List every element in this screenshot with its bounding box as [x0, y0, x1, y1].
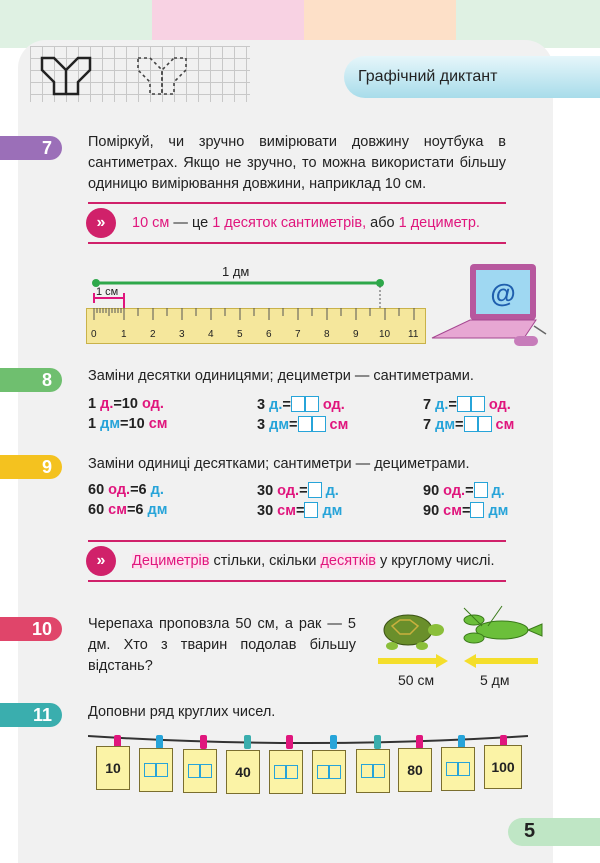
rule2-term-decimeters: Дециметрів — [132, 553, 210, 569]
ruler-tick-label: 6 — [266, 329, 272, 340]
ex8-item: 1 дм=10 см — [88, 416, 168, 432]
answer-box[interactable] — [446, 762, 458, 776]
dictation-figures — [30, 46, 250, 102]
number-card-blank[interactable] — [441, 747, 475, 791]
rule-box-decimeters-tens — [88, 540, 506, 582]
ruler-tick-label: 7 — [295, 329, 301, 340]
turtle-illustration — [378, 608, 446, 652]
answer-box[interactable] — [291, 396, 305, 412]
answer-box[interactable] — [156, 763, 168, 777]
number-card: 100 — [484, 745, 522, 789]
page-number: 5 — [508, 818, 600, 846]
number-card-blank[interactable] — [312, 750, 346, 794]
ruler-tick-label: 5 — [237, 329, 243, 340]
answer-box[interactable] — [478, 416, 492, 432]
answer-box[interactable] — [312, 416, 326, 432]
ex8-item: 1 д.=10 од. — [88, 396, 164, 412]
exercise-9-instruction: Заміни одиниці десятками; сантиметри — дециметрами. — [88, 456, 470, 472]
ex9-item: 30 см= дм — [257, 503, 343, 519]
answer-box[interactable] — [329, 765, 341, 779]
rule2-tail: у круглому числі. — [376, 553, 495, 569]
exercise-10-text: Черепаха проповзла 50 см, а рак — 5 дм. Хто з тварин подолав більшу відстань? — [88, 616, 356, 674]
crayfish-illustration — [462, 604, 544, 650]
ruler-tick-label: 9 — [353, 329, 359, 340]
number-card: 10 — [96, 746, 130, 790]
rule-text — [132, 215, 480, 231]
ruler-tick-label: 1 — [121, 329, 127, 340]
rule-connector-or: або — [366, 215, 399, 231]
rule-term-ten: 1 десяток сантиметрів, — [212, 215, 367, 231]
ex8-item: 3 д.= од. — [257, 397, 345, 413]
number-card: 40 — [226, 750, 260, 794]
ex9-item: 60 од.=6 д. — [88, 482, 164, 498]
label-turtle-distance: 50 см — [398, 672, 435, 688]
clothes-peg — [156, 735, 163, 749]
answer-box[interactable] — [471, 396, 485, 412]
distance-arrows — [378, 654, 538, 668]
exercise-number-8: 8 — [0, 368, 62, 392]
rule2-connector: стільки, скільки — [209, 553, 321, 569]
ruler-tick-label: 4 — [208, 329, 214, 340]
clothes-peg — [244, 735, 251, 749]
answer-box[interactable] — [298, 416, 312, 432]
ruler-tick-label: 11 — [408, 329, 419, 340]
ex9-item: 90 од.= д. — [423, 483, 505, 499]
exercise-number-11: 11 — [0, 703, 62, 727]
answer-box[interactable] — [361, 764, 373, 778]
answer-box[interactable] — [144, 763, 156, 777]
ruler-tick-label: 0 — [91, 329, 97, 340]
answer-box[interactable] — [373, 764, 385, 778]
answer-box[interactable] — [308, 482, 322, 498]
double-chevron-icon: » — [86, 208, 116, 238]
exercise-7-text: Поміркуй, чи зручно вимірювати довжину ноутбука в сантиметрах. Якщо не зручно, то можна використати більшу одиницю вимірювання довжини, наприклад 10 см. — [88, 134, 506, 192]
answer-box[interactable] — [274, 765, 286, 779]
ex8-item: 7 д.= од. — [423, 397, 511, 413]
clothes-peg — [374, 735, 381, 749]
answer-box[interactable] — [474, 482, 488, 498]
answer-box[interactable] — [317, 765, 329, 779]
exercise-11-instruction: Доповни ряд круглих чисел. — [88, 704, 276, 720]
answer-box[interactable] — [200, 764, 212, 778]
rule2-term-tens: десятків — [320, 553, 376, 569]
number-card: 80 — [398, 748, 432, 792]
answer-box[interactable] — [464, 416, 478, 432]
svg-text:@: @ — [490, 278, 516, 308]
answer-box[interactable] — [458, 762, 470, 776]
ruler-ticks — [86, 308, 428, 328]
label-1dm: 1 дм — [222, 264, 250, 279]
ruler-tick-label: 8 — [324, 329, 330, 340]
ex8-item: 7 дм= см — [423, 417, 515, 433]
answer-box[interactable] — [305, 396, 319, 412]
rule-term-10cm: 10 см — [132, 215, 170, 231]
exercise-number-10: 10 — [0, 617, 62, 641]
clothes-peg — [286, 735, 293, 749]
double-chevron-icon: » — [86, 546, 116, 576]
label-crayfish-distance: 5 дм — [480, 672, 510, 688]
rule-box-decimeter — [88, 202, 506, 244]
exercise-8-instruction: Заміни десятки одиницями; дециметри — сантиметрами. — [88, 368, 474, 384]
decimeter-line — [86, 276, 396, 310]
exercise-number-7: 7 — [0, 136, 62, 160]
exercise-number-9: 9 — [0, 455, 62, 479]
ruler-labels — [86, 329, 428, 343]
ruler-tick-label: 2 — [150, 329, 156, 340]
rule-text-2 — [132, 553, 495, 569]
answer-box[interactable] — [188, 764, 200, 778]
answer-box[interactable] — [304, 502, 318, 518]
rule-term-dm: 1 дециметр. — [398, 215, 480, 231]
ex9-item: 90 см= дм — [423, 503, 509, 519]
laptop-illustration — [430, 262, 550, 352]
ex9-item: 60 см=6 дм — [88, 502, 168, 518]
answer-box[interactable] — [470, 502, 484, 518]
ex9-item: 30 од.= д. — [257, 483, 339, 499]
clothes-peg — [200, 735, 207, 749]
number-card-blank[interactable] — [139, 748, 173, 792]
ruler-tick-label: 10 — [379, 329, 391, 340]
label-1cm: 1 см — [96, 286, 119, 298]
rule-connector: — це — [169, 215, 213, 231]
answer-box[interactable] — [457, 396, 471, 412]
ruler-tick-label: 3 — [179, 329, 185, 340]
clothes-peg — [330, 735, 337, 749]
section-title: Графічний диктант — [344, 56, 600, 98]
clothes-peg — [416, 735, 423, 749]
ex8-item: 3 дм= см — [257, 417, 349, 433]
number-card-blank[interactable] — [183, 749, 217, 793]
number-card-blank[interactable] — [356, 749, 390, 793]
number-card-blank[interactable] — [269, 750, 303, 794]
answer-box[interactable] — [286, 765, 298, 779]
